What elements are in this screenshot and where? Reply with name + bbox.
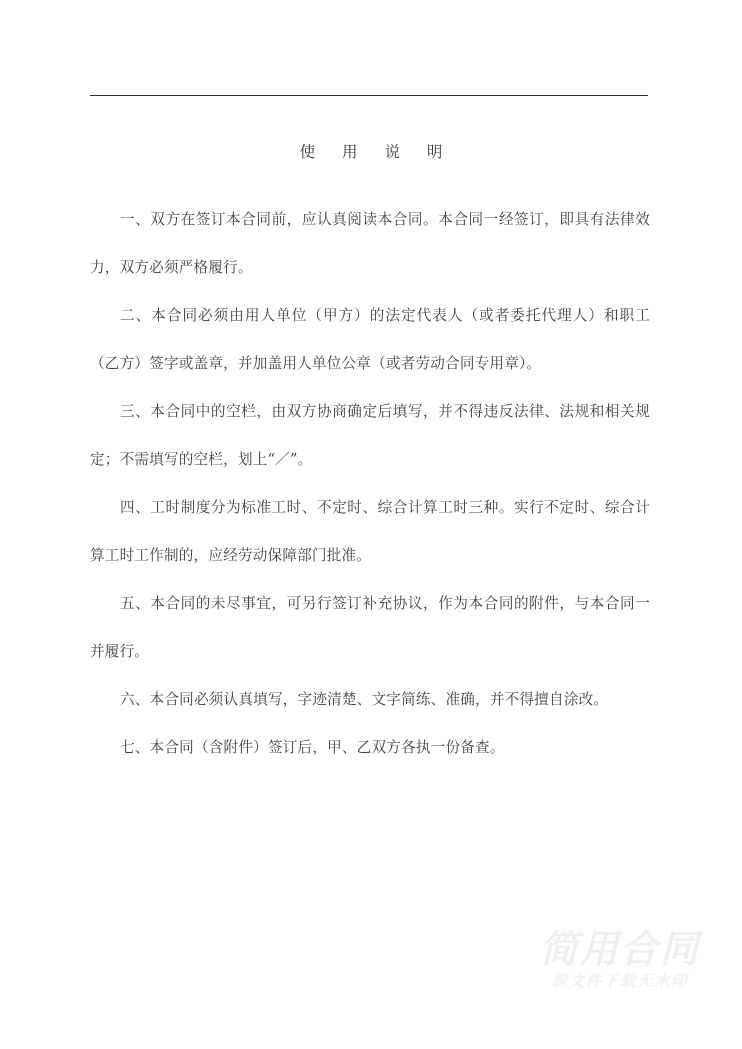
clause-item: 四、工时制度分为标准工时、不定时、综合计算工时三种。实行不定时、综合计算工时工作制的，应经劳动保障部门批准。 <box>90 499 650 564</box>
watermark-tagline: 源文件下载无水印 <box>551 971 689 990</box>
clause-item: 一、双方在签订本合同前，应认真阅读本合同。本合同一经签订，即具有法律效力，双方必须严格履行。 <box>90 211 650 276</box>
clause-item: 二、本合同必须由用人单位（甲方）的法定代表人（或者委托代理人）和职工（乙方）签字或盖章，并加盖用人单位公章（或者劳动合同专用章）。 <box>90 307 650 372</box>
watermark-brand: 简用合同 <box>539 926 700 971</box>
clause-item: 三、本合同中的空栏，由双方协商确定后填写，并不得违反法律、法规和相关规定；不需填写的空栏，划上“／”。 <box>90 403 650 468</box>
clause-item: 六、本合同必须认真填写，字迹清楚、文字简练、准确，并不得擅自涂改。 <box>120 691 609 708</box>
page-title: 使 用 说 明 <box>299 143 454 161</box>
clause-list <box>90 196 650 772</box>
clause-item: 七、本合同（含附件）签订后，甲、乙双方各执一份备查。 <box>120 739 505 756</box>
clause-item: 五、本合同的未尽事宜，可另行签订补充协议，作为本合同的附件，与本合同一并履行。 <box>90 595 650 660</box>
watermark <box>539 926 700 991</box>
header-divider <box>90 95 648 96</box>
